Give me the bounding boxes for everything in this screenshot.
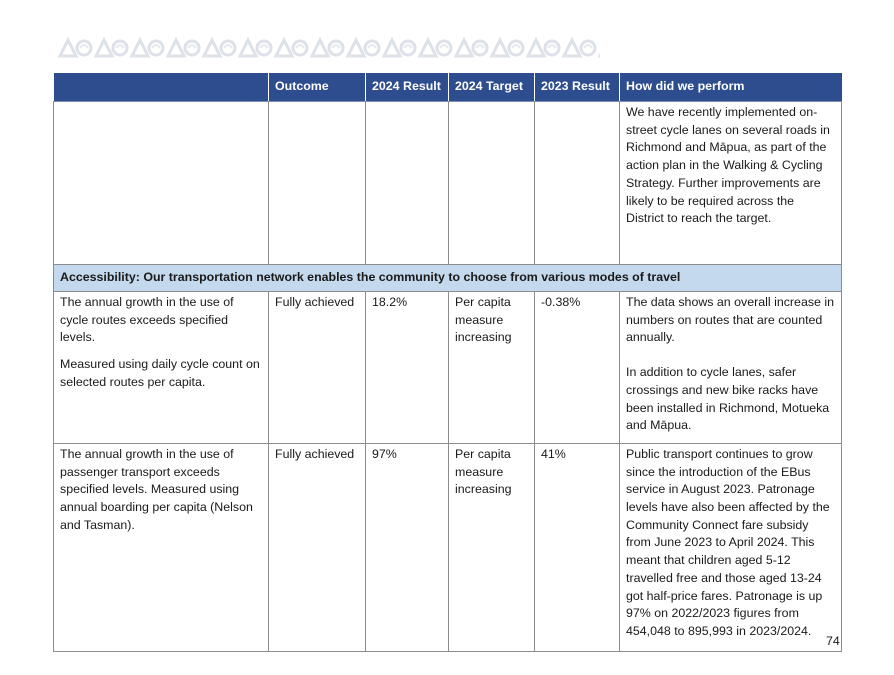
performance-measures-table (53, 73, 842, 652)
cell-outcome: Fully achieved (269, 443, 366, 651)
cell-outcome: Fully achieved (269, 292, 366, 444)
header-2024-result: 2024 Result (366, 73, 449, 102)
header-2024-target: 2024 Target (449, 73, 535, 102)
section-header-row (54, 265, 842, 292)
measure-text: Measured using daily cycle count on selected routes per capita. (60, 357, 260, 389)
performance-text: In addition to cycle lanes, safer crossings and new bike racks have been installed in Richmond, Motueka and Māpua. (626, 365, 830, 433)
cell-2024-result: 97% (366, 443, 449, 651)
cell-measure (54, 443, 269, 651)
cell-2024-target (449, 102, 535, 265)
cell-performance (620, 443, 842, 651)
cell-outcome (269, 102, 366, 265)
cell-2023-result: -0.38% (535, 292, 620, 444)
header-measure (54, 73, 269, 102)
decorative-pattern-banner (58, 36, 600, 60)
section-title: Accessibility: Our transportation network enables the community to choose from various modes of travel (54, 265, 842, 292)
cell-2023-result (535, 102, 620, 265)
header-outcome: Outcome (269, 73, 366, 102)
performance-text: Public transport continues to grow since the introduction of the EBus service in August 2023. Patronage levels have also been affected by the Community Connect fare subsidy from June 2023 to April 2024. This meant that children aged 5-12 travelled free and those aged 13-24 got half-price fares. Patronage is up 97% on 2022/2023 figures from 454,048 to 895,993 in 2023/2024. (626, 446, 830, 638)
cell-measure (54, 292, 269, 444)
table-row (54, 292, 842, 444)
cell-2024-result (366, 102, 449, 265)
measure-text: The annual growth in the use of cycle routes exceeds specified levels. (60, 295, 234, 345)
measure-text: The annual growth in the use of passenger transport exceeds specified levels. Measured using annual boarding per capita (Nelson and Tasman). (60, 446, 253, 532)
cell-2024-target: Per capita measure increasing (449, 443, 535, 651)
table-row-continued (54, 102, 842, 265)
performance-text: We have recently implemented on-street cycle lanes on several roads in Richmond and Māpua, as part of the action plan in the Walking & Cycling Strategy. Further improvements are likely to be required across the District to reach the target. (626, 105, 830, 226)
cell-measure (54, 102, 269, 265)
cell-performance (620, 292, 842, 444)
performance-text: The data shows an overall increase in numbers on routes that are counted annually. (626, 295, 835, 345)
cell-2023-result: 41% (535, 443, 620, 651)
cell-2024-target: Per capita measure increasing (449, 292, 535, 444)
header-performance: How did we perform (620, 73, 842, 102)
cell-2024-result: 18.2% (366, 292, 449, 444)
page-number: 74 (826, 634, 840, 648)
header-2023-result: 2023 Result (535, 73, 620, 102)
table-row (54, 443, 842, 651)
cell-performance (620, 102, 842, 265)
table-header-row (54, 73, 842, 102)
